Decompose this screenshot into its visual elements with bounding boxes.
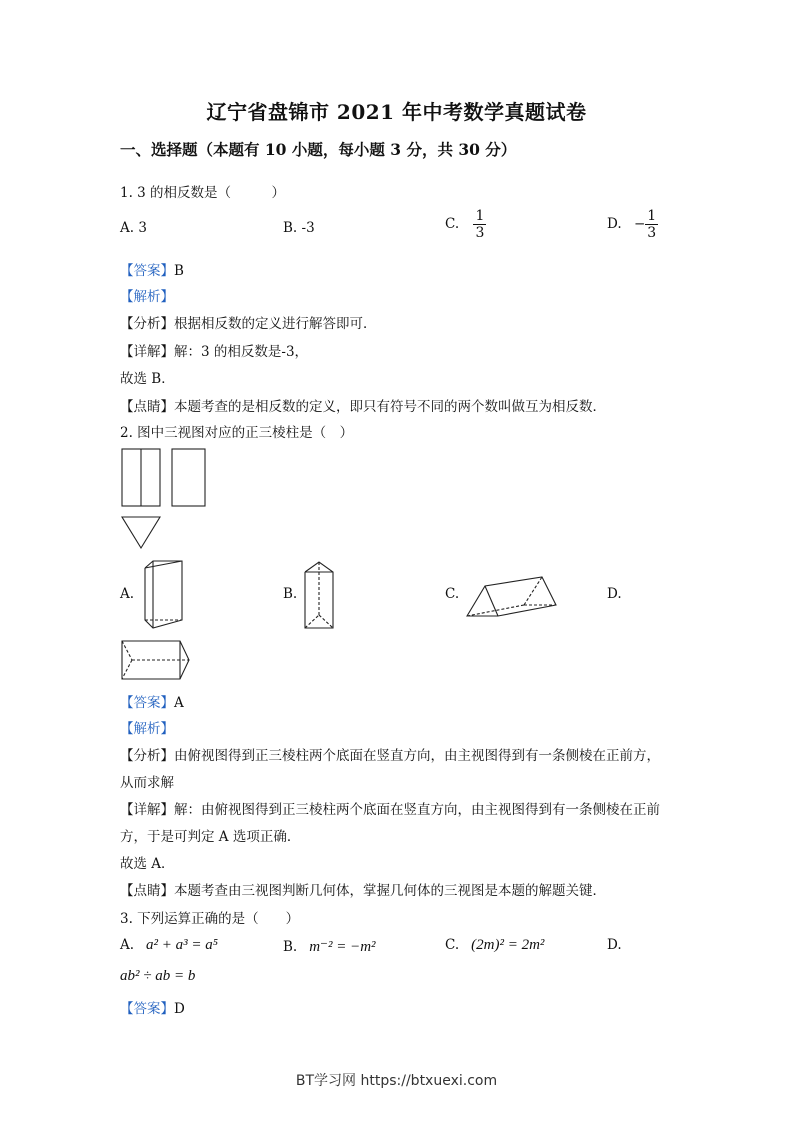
q1-option-d-sign: −	[633, 216, 646, 232]
q1-guxuan: 故选 B．	[120, 371, 175, 387]
q1-option-d-label: D.	[607, 216, 622, 232]
fenxi-tag: 【分析】	[120, 748, 174, 764]
q2-dianjing-text: 本题考查由三视图判断几何体，掌握几何体的三视图是本题的解题关键．	[174, 883, 606, 899]
q2-answer	[120, 691, 184, 711]
q3-option-a-expr: a² + a³ = a⁵	[146, 937, 218, 953]
q2-option-a: A.	[120, 586, 135, 602]
q1-option-c-denominator: 3	[475, 225, 485, 241]
q2-xiangjie-line2: 方，于是可判定 A 选项正确．	[120, 829, 301, 845]
dianjing-tag: 【点睛】	[120, 883, 174, 899]
q2-xiangjie-line1: 解：由俯视图得到正三棱柱两个底面在竖直方向，由主视图得到有一条侧棱在正前	[174, 802, 660, 818]
q1-stem: 1. 3 的相反数是（ ）	[120, 185, 286, 201]
q2-fenxi-line2: 从而求解	[120, 775, 174, 791]
section-heading: 一、选择题（本题有 10 小题，每小题 3 分，共 30 分）	[120, 140, 517, 159]
q2-option-d: D.	[607, 586, 622, 602]
q3-stem: 3. 下列运算正确的是（ ）	[120, 911, 300, 927]
q3-option-a-label: A.	[120, 937, 135, 953]
q3-option-b-expr: m⁻² = −m²	[309, 939, 376, 955]
q2-option-b: B.	[283, 586, 298, 602]
q2-dianjing	[120, 879, 606, 899]
q3-answer	[120, 997, 185, 1017]
dianjing-tag: 【点睛】	[120, 399, 174, 415]
q1-xiangjie-text: 解：3 的相反数是-3，	[174, 344, 309, 360]
q3-option-c-label: C.	[445, 937, 460, 953]
q2-fenxi	[120, 744, 660, 764]
q1-option-d-denominator: 3	[647, 225, 657, 241]
answer-tag: 【答案】	[120, 1001, 174, 1017]
q3-option-d-label: D.	[607, 937, 622, 953]
answer-tag: 【答案】	[120, 263, 174, 279]
footer-watermark: BT学习网 https://btxuexi.com	[295, 1073, 498, 1089]
xiangjie-tag: 【详解】	[120, 344, 174, 360]
q2-answer-value: A	[174, 695, 184, 711]
xiangjie-tag: 【详解】	[120, 802, 174, 818]
q1-dianjing-text: 本题考查的是相反数的定义，即只有符号不同的两个数叫做互为相反数．	[174, 399, 606, 415]
q2-xiangjie	[120, 798, 660, 818]
q3-option-c	[445, 937, 544, 954]
q1-option-c-label: C.	[445, 216, 460, 232]
q3-option-b	[283, 937, 376, 956]
q1-analysis-tag: 【解析】	[120, 289, 174, 305]
answer-tag: 【答案】	[120, 695, 174, 711]
fenxi-tag: 【分析】	[120, 316, 174, 332]
q1-option-d-numerator: 1	[647, 208, 657, 224]
q2-analysis-tag: 【解析】	[120, 721, 174, 737]
q1-option-b: B. -3	[283, 220, 315, 236]
q1-answer-value: B	[174, 263, 184, 279]
q2-fenxi-line1: 由俯视图得到正三棱柱两个底面在竖直方向，由主视图得到有一条侧棱在正前方，	[174, 748, 660, 764]
q2-guxuan: 故选 A．	[120, 856, 175, 872]
q3-option-d	[120, 968, 195, 985]
q3-answer-value: D	[174, 1001, 185, 1017]
q1-option-c-numerator: 1	[475, 208, 485, 224]
q2-stem: 2. 图中三视图对应的正三棱柱是（ ）	[120, 425, 354, 441]
q3-option-d-expr: ab² ÷ ab = b	[120, 968, 196, 984]
q3-option-c-expr: (2m)² = 2m²	[471, 937, 545, 953]
q2-option-c: C.	[445, 586, 460, 602]
q3-option-a	[120, 937, 218, 954]
q1-fenxi-text: 根据相反数的定义进行解答即可．	[174, 316, 377, 332]
q1-option-a: A. 3	[120, 220, 147, 236]
page-title: 辽宁省盘锦市 2021 年中考数学真题试卷	[206, 100, 587, 124]
q3-option-b-label: B.	[283, 939, 298, 955]
